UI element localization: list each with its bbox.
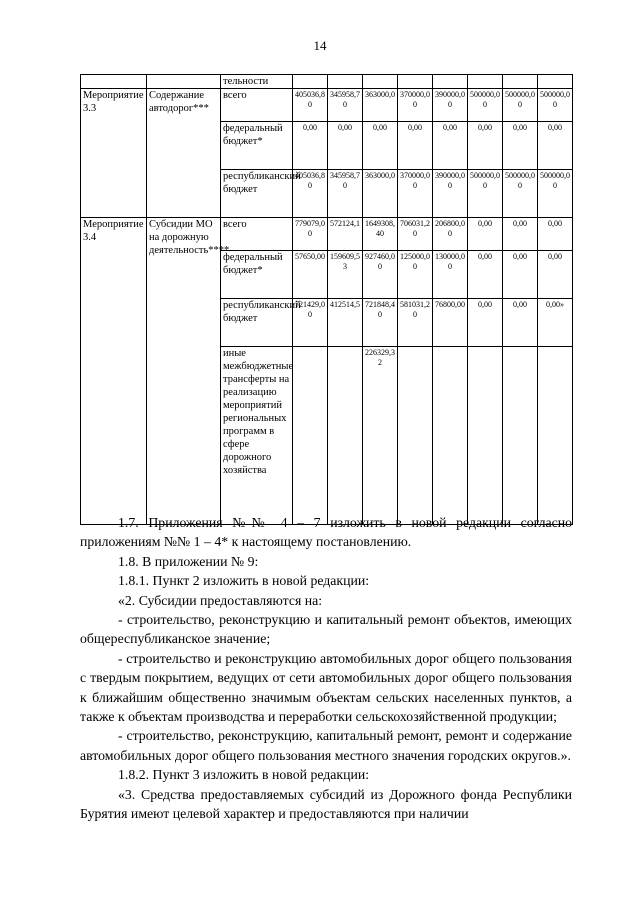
measure-34-row: [81, 218, 573, 251]
table-cell-empty: [398, 75, 433, 89]
table-value-cell: 1649308,40: [363, 218, 398, 251]
table-value-cell: 0,00: [468, 299, 503, 347]
funding-source-label: всего: [221, 218, 293, 251]
funding-source-label: федеральный бюджет*: [221, 251, 293, 299]
table-value-cell: 500000,00: [468, 170, 503, 218]
table-cell-empty: [538, 75, 573, 89]
table-value-cell: 57650,00: [293, 251, 328, 299]
carry-cell: тельности: [221, 75, 293, 89]
measure-name: Мероприятие 3.3: [81, 89, 147, 218]
table-value-cell: 0,00: [468, 122, 503, 170]
table-value-cell: 721848,40: [363, 299, 398, 347]
funding-source-label: иные межбюджетные трансферты на реализацию мероприятий региональных программ в сфере дорожного хозяйства: [221, 347, 293, 525]
paragraph-quote-3: «3. Средства предоставляемых субсидий из Дорожного фонда Республики Бурятия имеют целевой характер и предоставляются при наличии: [80, 786, 572, 822]
table-value-cell: 390000,00: [433, 170, 468, 218]
table-value-cell: 779079,00: [293, 218, 328, 251]
paragraph-1-8-1: 1.8.1. Пункт 2 изложить в новой редакции:: [118, 573, 370, 589]
table-value-cell: 500000,00: [503, 170, 538, 218]
table-value-cell: 500000,00: [538, 170, 573, 218]
paragraph-quote-2: «2. Субсидии предоставляются на:: [118, 592, 323, 608]
table-value-cell: 706031,20: [398, 218, 433, 251]
table-value-cell: 370000,00: [398, 89, 433, 122]
table-value-cell: 370000,00: [398, 170, 433, 218]
table-value-cell: 500000,00: [503, 89, 538, 122]
table-value-cell: 500000,00: [538, 89, 573, 122]
table-value-cell: 76800,00: [433, 299, 468, 347]
table-cell-empty: [503, 75, 538, 89]
table-cell-empty: [363, 75, 398, 89]
table-value-cell: 206800,00: [433, 218, 468, 251]
table-value-cell: 159609,53: [328, 251, 363, 299]
paragraph-1-8-2: 1.8.2. Пункт 3 изложить в новой редакции:: [118, 767, 370, 783]
table-value-cell: 345958,70: [328, 89, 363, 122]
table-cell-empty: [147, 75, 221, 89]
table-row-carry: [81, 75, 573, 89]
table-value-cell: 0,00: [538, 218, 573, 251]
table-value-cell: 405036,80: [293, 89, 328, 122]
table-cell-empty: [433, 75, 468, 89]
measure-33-row: [81, 89, 573, 122]
funding-source-label: федеральный бюджет*: [221, 122, 293, 170]
table-value-cell: 0,00: [503, 251, 538, 299]
table-value-cell: 927460,00: [363, 251, 398, 299]
paragraph-bullet-2: - строительство и реконструкцию автомобильных дорог общего пользования с твердым покрытием, ведущих от сети автомобильных дорог общего пользования к ближайшим общественно значимым объектам сельских населенных пунктов, а также к объектам производства и переработки сельскохозяйственной продукции;: [80, 650, 572, 725]
table-value-cell: 0,00»: [538, 299, 573, 347]
table-value-cell: 0,00: [538, 251, 573, 299]
table-value-cell: 0,00: [433, 122, 468, 170]
table-value-cell: 0,00: [468, 251, 503, 299]
table-value-cell: 500000,00: [468, 89, 503, 122]
table-value-cell: [293, 347, 328, 525]
table-value-cell: 581031,20: [398, 299, 433, 347]
table-value-cell: 125000,00: [398, 251, 433, 299]
table-value-cell: 0,00: [398, 122, 433, 170]
funding-source-label: республиканский бюджет: [221, 170, 293, 218]
paragraph-1-8: 1.8. В приложении № 9:: [118, 553, 259, 569]
body-text: [80, 513, 572, 824]
measure-title: Субсидии МО на дорожную деятельность****: [147, 218, 221, 525]
table-value-cell: 0,00: [468, 218, 503, 251]
table-value-cell: 0,00: [503, 218, 538, 251]
table-value-cell: 363000,0: [363, 89, 398, 122]
paragraph-1-7: 1.7. Приложения №№ 4 – 7 изложить в новой редакции согласно приложениям №№ 1 – 4* к настоящему постановлению.: [80, 515, 572, 550]
table-value-cell: 0,00: [328, 122, 363, 170]
table-cell-empty: [293, 75, 328, 89]
table-value-cell: 390000,00: [433, 89, 468, 122]
table-value-cell: 0,00: [293, 122, 328, 170]
table-value-cell: 0,00: [538, 122, 573, 170]
paragraph-bullet-3: - строительство, реконструкцию, капитальный ремонт, ремонт и содержание автомобильных дорог общего пользования местного значения городских округов.».: [80, 728, 572, 763]
page-number: 14: [313, 38, 327, 53]
table-value-cell: 363000,0: [363, 170, 398, 218]
paragraph-bullet-1: - строительство, реконструкцию и капитальный ремонт объектов, имеющих общереспубликанское значение;: [80, 612, 572, 647]
table-value-cell: 0,00: [363, 122, 398, 170]
table-value-cell: [538, 347, 573, 525]
table-value-cell: 0,00: [503, 122, 538, 170]
table-cell-empty: [468, 75, 503, 89]
table-value-cell: 0,00: [503, 299, 538, 347]
measure-name: Мероприятие 3.4: [81, 218, 147, 525]
measure-title: Содержание автодорог***: [147, 89, 221, 218]
table-value-cell: 226329,32: [363, 347, 398, 525]
table-value-cell: 721429,00: [293, 299, 328, 347]
funding-source-label: всего: [221, 89, 293, 122]
table-value-cell: [503, 347, 538, 525]
table-value-cell: [328, 347, 363, 525]
table-value-cell: [433, 347, 468, 525]
funding-source-label: республиканский бюджет: [221, 299, 293, 347]
table-value-cell: [468, 347, 503, 525]
table-value-cell: 345958,70: [328, 170, 363, 218]
table-cell-empty: [81, 75, 147, 89]
table-value-cell: 405036,80: [293, 170, 328, 218]
table-cell-empty: [328, 75, 363, 89]
table-value-cell: 412514,5: [328, 299, 363, 347]
table-value-cell: 130000,00: [433, 251, 468, 299]
table-value-cell: [398, 347, 433, 525]
budget-table: [80, 74, 573, 525]
table-value-cell: 572124,1: [328, 218, 363, 251]
